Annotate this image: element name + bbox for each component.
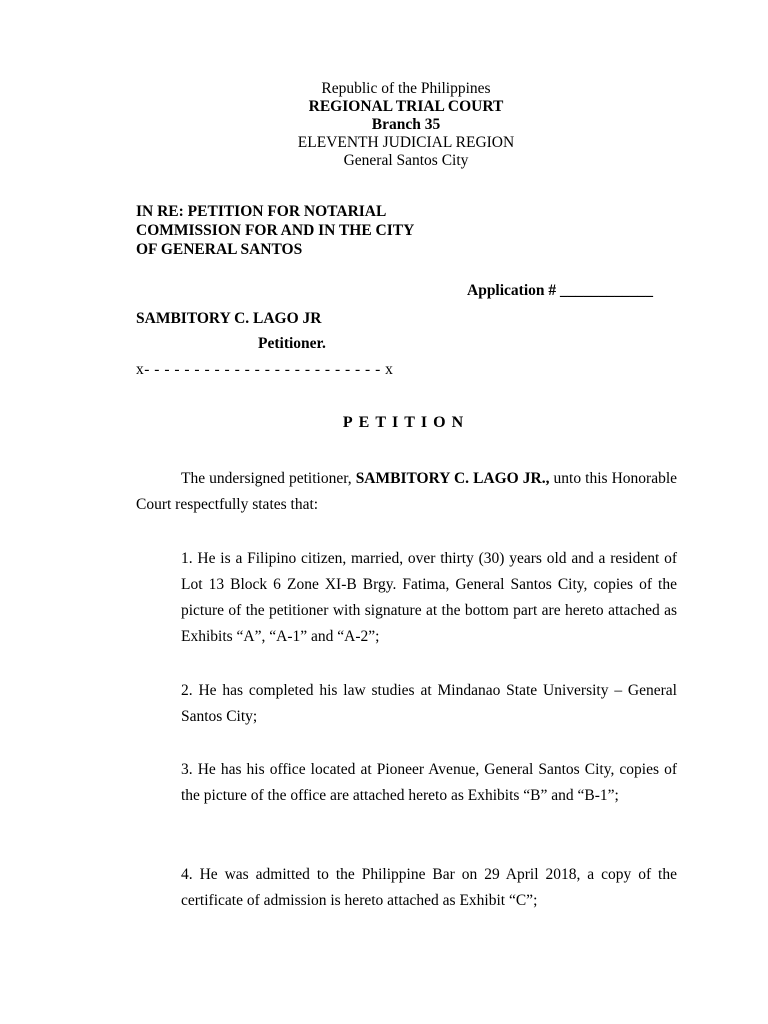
header-court: REGIONAL TRIAL COURT bbox=[308, 98, 504, 115]
petitioner-label: Petitioner. bbox=[258, 335, 326, 352]
caption-line-2: COMMISSION FOR AND IN THE CITY bbox=[136, 222, 415, 239]
application-number: Application # ____________ bbox=[467, 282, 654, 299]
petitioner-name: SAMBITORY C. LAGO JR bbox=[136, 310, 322, 327]
paragraph-1: 1. He is a Filipino citizen, married, over thirty (30) years old and a resident of Lot 13 Block 6 Zone XI-B Brgy. Fatima, General Santos City, copies of the picture of the petitioner with signature at the bottom part are hereto attached as Exhibits “A”, “A-1” and “A-2”; bbox=[181, 550, 677, 645]
paragraph-4: 4. He was admitted to the Philippine Bar on 29 April 2018, a copy of the certificate of admission is hereto attached as Exhibit “C”; bbox=[181, 866, 677, 909]
document-title: PETITION bbox=[342, 414, 470, 431]
header-city: General Santos City bbox=[343, 152, 469, 169]
header-republic: Republic of the Philippines bbox=[321, 80, 491, 97]
paragraph-3: 3. He has his office located at Pioneer Avenue, General Santos City, copies of the picture of the office are attached hereto as Exhibits “B” and “B-1”; bbox=[181, 761, 677, 804]
case-caption bbox=[136, 202, 414, 259]
caption-line-1: IN RE: PETITION FOR NOTARIAL bbox=[136, 203, 387, 220]
header-branch: Branch 35 bbox=[371, 116, 441, 133]
intro-before: The undersigned petitioner, bbox=[181, 470, 356, 487]
paragraph-2: 2. He has completed his law studies at Mindanao State University – General Santos City; bbox=[181, 682, 677, 725]
caption-line-3: OF GENERAL SANTOS bbox=[136, 241, 303, 258]
intro-paragraph bbox=[136, 466, 677, 518]
intro-petitioner-name: SAMBITORY C. LAGO JR., bbox=[355, 470, 550, 487]
intro-after: unto this Honorable Court respectfully states that: bbox=[136, 470, 678, 513]
court-header bbox=[0, 80, 768, 170]
caption-divider: x- - - - - - - - - - - - - - - - - - - - - - - - x bbox=[136, 361, 394, 378]
header-region: ELEVENTH JUDICIAL REGION bbox=[297, 134, 515, 151]
